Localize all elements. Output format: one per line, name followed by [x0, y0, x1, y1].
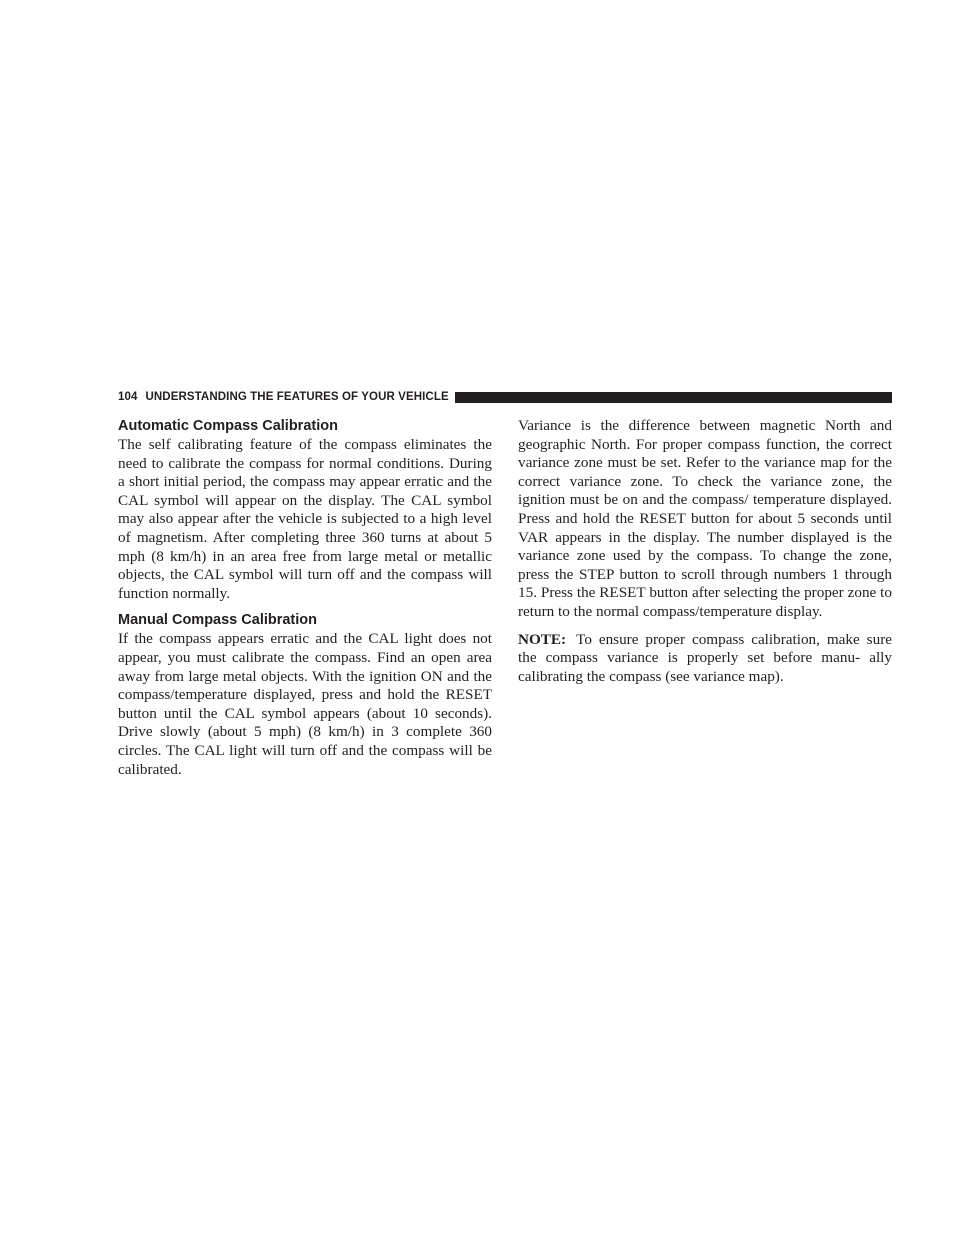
- page-number: 104: [118, 391, 138, 403]
- running-header: [118, 389, 892, 405]
- note-label: NOTE:: [518, 630, 567, 648]
- note-paragraph: [518, 631, 892, 687]
- left-column: [118, 417, 492, 779]
- header-rule: [455, 392, 892, 403]
- note-body: To ensure proper compass calibration, make sure the compass variance is properly set before manu- ally calibrating the compass (see variance map).: [518, 630, 892, 685]
- manual-calibration-body: If the compass appears erratic and the CAL light does not appear, you must calibrate the compass. Find an open area away from large metal objects. With the ignition ON and the compass/temperature displayed, press and hold the RESET button until the CAL symbol appears (about 10 seconds). Drive slowly (about 5 mph) (8 km/h) in 3 complete 360 circles. The CAL light will turn off and the compass will be calibrated.: [118, 630, 492, 778]
- section-title: UNDERSTANDING THE FEATURES OF YOUR VEHICLE: [145, 391, 449, 403]
- right-column: [518, 417, 892, 686]
- manual-calibration-heading: Manual Compass Calibration: [118, 612, 318, 629]
- automatic-calibration-heading: Automatic Compass Calibration: [118, 418, 338, 434]
- automatic-calibration-body: The self calibrating feature of the compass eliminates the need to calibrate the compass for normal conditions. During a short initial period, the compass may appear erratic and the CAL symbol will appear on the display. The CAL symbol may also appear after the vehicle is subjected to a high level of magnetism. After completing three 360 turns at about 5 mph (8 km/h) in an area free from large metal or metallic objects, the CAL symbol will turn off and the compass will function normally.: [118, 436, 492, 602]
- variance-body: Variance is the difference between magnetic North and geographic North. For proper compass function, the correct variance zone must be set. Refer to the variance map for the correct variance zone. To check the variance zone, the ignition must be on and the compass/ temperature displayed. Press and hold the RESET button for about 5 seconds until VAR appears in the display. The number displayed is the variance zone used by the compass. To change the zone, press the STEP button to scroll through numbers 1 through 15. Press the RESET button after selecting the proper zone to return to the normal compass/temperature display.: [518, 417, 892, 620]
